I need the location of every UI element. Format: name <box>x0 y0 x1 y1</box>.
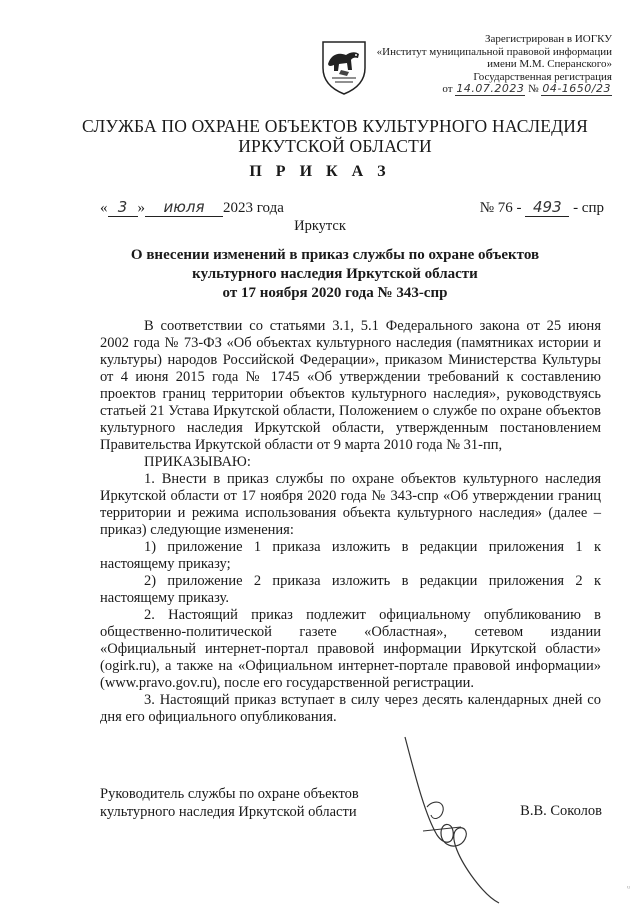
page-mark: ᵘ <box>627 883 630 893</box>
handwritten-signature <box>375 735 515 905</box>
item-1-1: 1) приложение 1 приказа изложить в редакции приложения 1 к настоящему приказу; <box>100 539 601 572</box>
document-type: П Р И К А З <box>249 163 391 180</box>
decree-word: ПРИКАЗЫВАЮ: <box>144 454 251 470</box>
order-year: 2023 года <box>223 200 284 216</box>
registration-line: имени М.М. Сперанского» <box>487 58 612 70</box>
subject-line: от 17 ноября 2020 года № 343-спр <box>222 285 448 301</box>
registration-line: «Институт муниципальной правовой информации <box>376 45 612 58</box>
order-date <box>100 198 284 217</box>
registration-date: 14.07.2023 <box>456 82 525 95</box>
subject-line: культурного наследия Иркутской области <box>192 266 478 282</box>
preamble-paragraph: В соответствии со статьями 3.1, 5.1 Федерального закона от 25 июня 2002 года № 73-ФЗ «Об объектах культурного наследия (памятниках истории и культуры) народов Российской Федерации», приказом Министерства Культуры от 4 июня 2015 года № 1745 «Об утверждении требований к составлению проектов границ территории объектов культурного наследия», руководствуясь статьей 21 Устава Иркутской области, Положением о службе по охране объектов культурного наследия Иркутской области, утвержденным постановлением Правительства Иркутской области от 9 марта 2010 года № 31-пп, <box>100 318 601 453</box>
quote-open: « <box>100 200 108 216</box>
registration-no-label: № <box>528 83 539 95</box>
organization-line: ИРКУТСКОЙ ОБЛАСТИ <box>238 136 432 156</box>
organization-line: СЛУЖБА ПО ОХРАНЕ ОБЪЕКТОВ КУЛЬТУРНОГО НАСЛЕДИЯ <box>81 116 589 136</box>
item-1-2: 2) приложение 2 приказа изложить в редакции приложения 2 к настоящему приказу. <box>100 573 601 606</box>
item-3: 3. Настоящий приказ вступает в силу через десять календарных дней со дня его официального опубликования. <box>100 692 601 725</box>
order-city: Иркутск <box>294 218 346 234</box>
order-subject <box>60 246 610 303</box>
registration-number: 04-1650/23 <box>542 82 611 95</box>
item-1: 1. Внести в приказ службы по охране объектов культурного наследия Иркутской области от 17 ноября 2020 года № 343-спр «Об утверждении границ территории и режима использования объекта культурного наследия» (далее – приказ) следующие изменения: <box>100 471 601 538</box>
item-2: 2. Настоящий приказ подлежит официальному опубликованию в общественно-политической газете «Областная», сетевом издании «Официальный интернет-портал правовой информации Иркутской области» (ogirk.ru), а также на «Официальном интернет-портале правовой информации» (www.pravo.gov.ru), после его государственной регистрации. <box>100 607 601 691</box>
order-body <box>100 318 601 726</box>
signer-position <box>100 785 359 821</box>
order-month: июля <box>145 198 223 217</box>
order-number-suffix: - спр <box>573 200 604 216</box>
quote-close: » <box>137 200 145 216</box>
order-number <box>480 198 604 217</box>
signer-name: В.В. Соколов <box>520 803 602 819</box>
signer-position-line: Руководитель службы по охране объектов <box>100 786 359 802</box>
registration-stamp <box>372 33 612 96</box>
registration-from-label: от <box>442 83 453 95</box>
organization-name <box>60 116 610 156</box>
order-day: 3 <box>108 198 138 217</box>
signer-position-line: культурного наследия Иркутской области <box>100 804 357 820</box>
coat-of-arms-icon <box>319 38 369 96</box>
registration-line: Государственная регистрация <box>473 70 612 83</box>
subject-line: О внесении изменений в приказ службы по охране объектов <box>130 247 540 263</box>
order-number-prefix: № 76 - <box>479 200 522 216</box>
registration-date-line <box>372 83 612 96</box>
registration-line: Зарегистрирован в ИОГКУ <box>484 33 612 45</box>
order-number-value: 493 <box>525 198 569 217</box>
